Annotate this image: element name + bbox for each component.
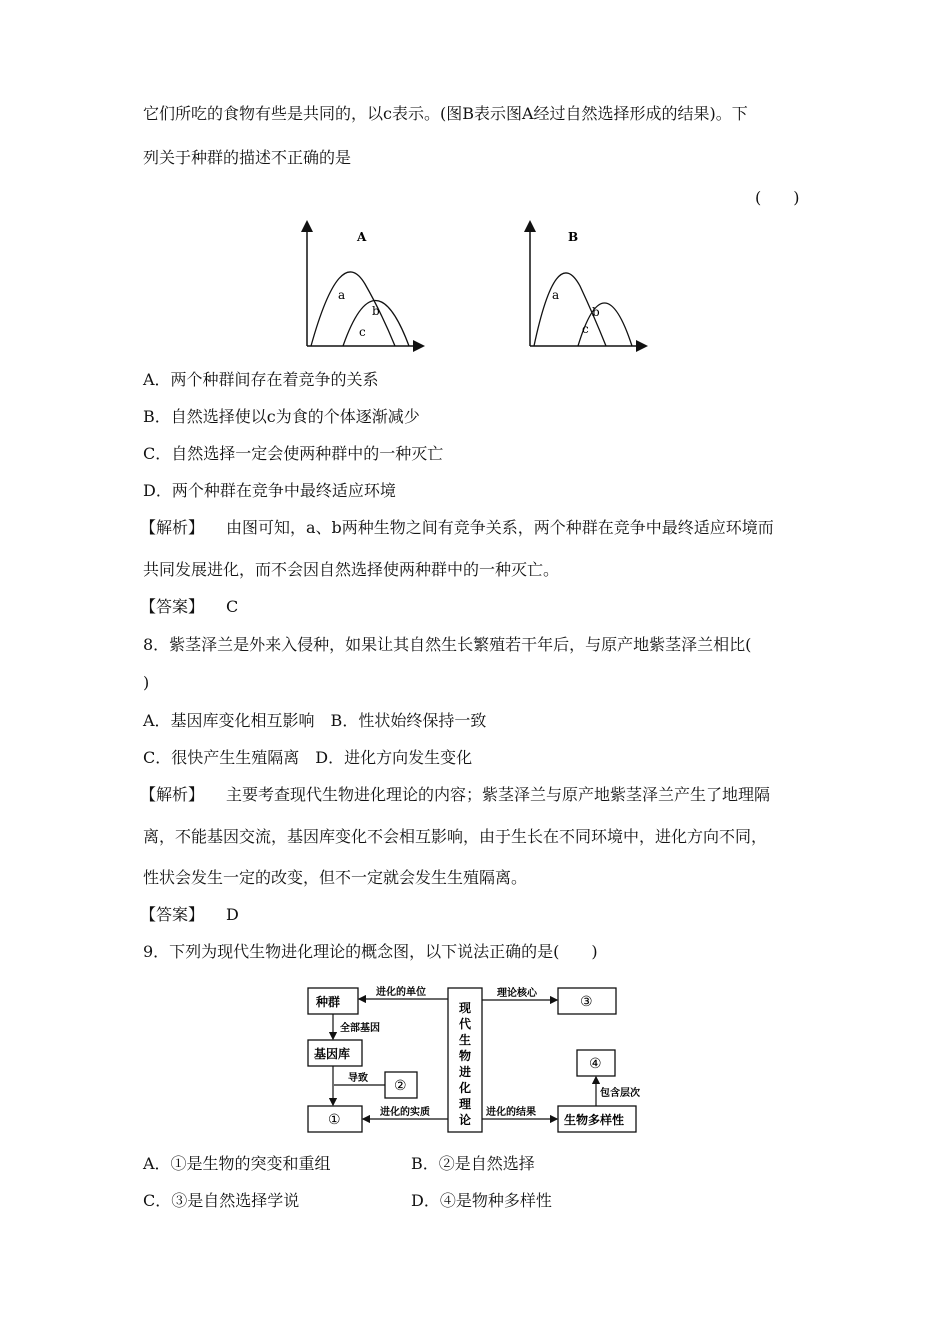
q8-options-line-2: C．很快产生生殖隔离 D．进化方向发生变化 [143,748,473,767]
graph-b-title: B [568,230,579,244]
q8-answer [140,905,239,925]
center-char: 理 [458,1097,472,1111]
q7-answer-value: C [226,597,239,616]
label-arrow-unit: 进化的单位 [376,987,426,998]
q9-option-d: D．④是物种多样性 [411,1191,552,1210]
graph-a-label-a: a [338,288,346,302]
graph-b-label-a: a [552,288,560,302]
answer-bracket: ( ) [755,188,800,207]
label-arrow-essence: 进化的实质 [380,1107,430,1118]
q7-option-d: D．两个种群在竞争中最终适应环境 [143,481,396,500]
q7-answer-label: 【答案】 [140,597,205,616]
q8-analysis-line-1 [140,785,770,805]
q8-analysis-text-1: 主要考查现代生物进化理论的内容；紫茎泽兰与原产地紫茎泽兰产生了地理隔 [226,785,771,804]
center-char: 生 [458,1033,472,1047]
q9-stem: 9．下列为现代生物进化理论的概念图，以下说法正确的是( ) [143,942,598,961]
concept-diagram [300,980,660,1140]
center-char: 现 [458,1001,472,1015]
graph-a-title: A [357,230,367,244]
graph-a-curve-a [311,272,395,346]
q8-analysis-line-2: 离，不能基因交流，基因库变化不会相互影响，由于生长在不同环境中，进化方向不同， [143,827,768,846]
center-char: 论 [458,1113,472,1127]
q7-analysis-line-1 [140,518,774,538]
q7-analysis-text-1: 由图可知，a、b两种生物之间有竞争关系，两个种群在竞争中最终适应环境而 [226,518,774,537]
q7-option-c: C．自然选择一定会使两种群中的一种灭亡 [143,444,444,463]
label-gene-pool: 基因库 [314,1047,351,1061]
intro-line-1: 它们所吃的食物有些是共同的，以c表示。(图B表示图A经过自然选择形成的结果)。下 [143,104,748,123]
q8-answer-value: D [226,905,239,924]
label-arrow-leadsto: 导致 [348,1073,368,1084]
q7-analysis-label: 【解析】 [140,518,205,537]
graph-a [295,220,425,352]
label-diversity: 生物多样性 [564,1113,625,1127]
q8-stem-line-2: ) [143,673,150,692]
graph-b-label-b: b [592,305,600,319]
intro-line-2: 列关于种群的描述不正确的是 [143,148,352,167]
label-arrow-includes: 包含层次 [600,1088,640,1099]
q8-analysis-line-3: 性状会发生一定的改变，但不一定就会发生生殖隔离。 [143,868,528,887]
label-arrow-all-genes: 全部基因 [340,1023,380,1034]
graph-a-label-c: c [359,325,366,339]
center-char: 进 [458,1065,472,1079]
center-theory-text [458,1000,472,1127]
label-arrow-result: 进化的结果 [486,1107,536,1118]
label-circle-1: ① [328,1112,341,1128]
graph-b [518,220,648,352]
label-circle-3: ③ [580,994,593,1010]
q9-option-a: A．①是生物的突变和重组 [143,1154,331,1173]
q7-option-b: B．自然选择使以c为食的个体逐渐减少 [143,407,420,426]
graph-b-label-c: c [582,322,589,336]
graph-a-label-b: b [372,304,380,318]
q8-answer-label: 【答案】 [140,905,205,924]
q9-option-c: C．③是自然选择学说 [143,1191,300,1210]
q7-option-a: A．两个种群间存在着竞争的关系 [143,370,379,389]
q7-answer [140,597,238,617]
center-char: 代 [458,1017,472,1031]
q9-option-b: B．②是自然选择 [411,1154,535,1173]
q8-analysis-label: 【解析】 [140,785,205,804]
q8-stem-line-1: 8．紫茎泽兰是外来入侵种，如果让其自然生长繁殖若干年后，与原产地紫茎泽兰相比( [143,635,752,654]
center-char: 物 [458,1049,472,1063]
label-circle-2: ② [394,1078,407,1094]
label-population: 种群 [316,995,341,1009]
q8-options-line-1: A．基因库变化相互影响 B．性状始终保持一致 [143,711,487,730]
q7-analysis-line-2: 共同发展进化，而不会因自然选择使两种群中的一种灭亡。 [143,560,560,579]
label-circle-4: ④ [589,1056,602,1072]
center-char: 化 [458,1081,472,1095]
label-arrow-core: 理论核心 [497,988,537,999]
